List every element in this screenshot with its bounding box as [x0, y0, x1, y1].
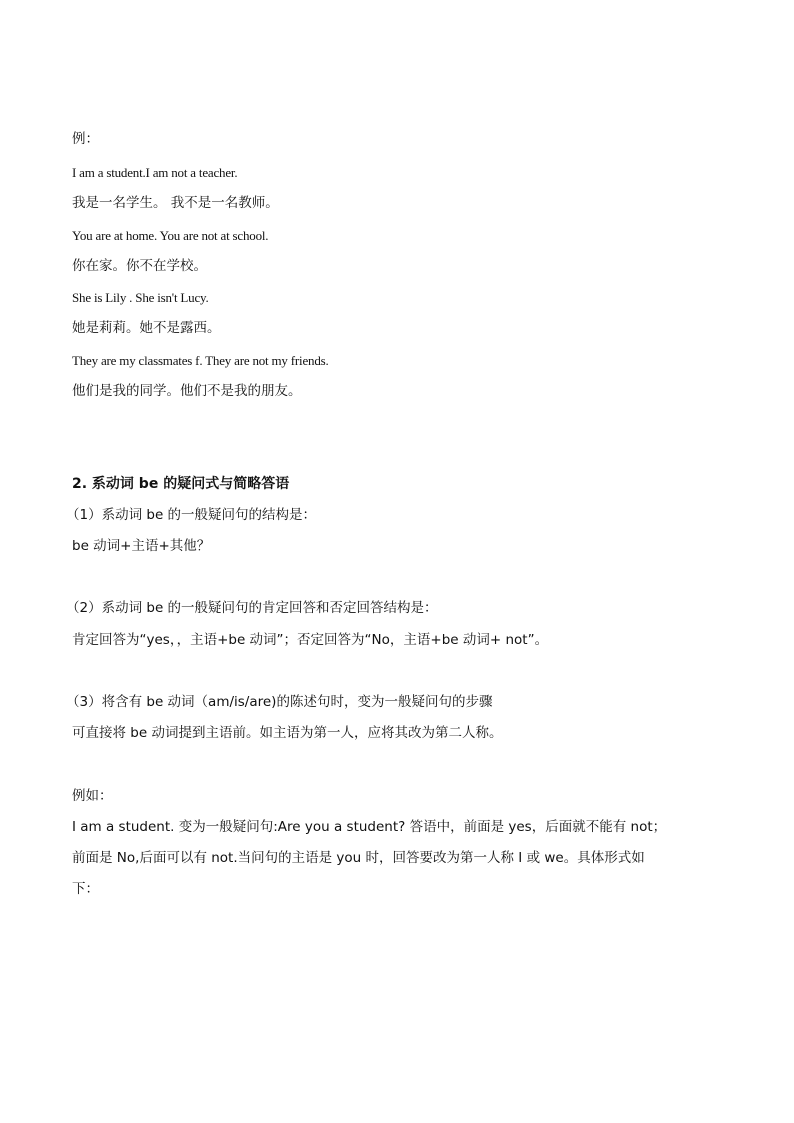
section-2-heading: 2. 系动词 be 的疑问式与简略答语	[72, 476, 290, 492]
example-3-cn: 她是莉莉。她不是露西。	[72, 320, 221, 336]
example-4-en: They are my classmates f. They are not my friends.	[72, 353, 329, 368]
section-2-example-line-3: 下：	[72, 881, 99, 897]
example-label: 例：	[72, 131, 99, 147]
section-2-p3-body: 可直接将 be 动词提到主语前。如主语为第一人，应将其改为第二人称。	[72, 725, 503, 741]
section-2-p3-title: （3）将含有 be 动词（am/is/are)的陈述句时，变为一般疑问句的步骤	[66, 694, 493, 710]
section-2-p1-title: （1）系动词 be 的一般疑问句的结构是：	[66, 507, 317, 523]
section-2-example-line-2: 前面是 No,后面可以有 not.当问句的主语是 you 时，回答要改为第一人称 I 或 we。具体形式如	[72, 850, 645, 866]
example-1-cn: 我是一名学生。 我不是一名教师。	[72, 195, 279, 211]
example-1-en: I am a student.I am not a teacher.	[72, 165, 238, 180]
section-2-p2-body: 肯定回答为“yes，，主语+be 动词”；否定回答为“No，主语+be 动词+ not”。	[72, 632, 549, 648]
section-2-example-line-1: I am a student. 变为一般疑问句:Are you a student? 答语中，前面是 yes，后面就不能有 not；	[72, 819, 667, 835]
section-2-p2-title: （2）系动词 be 的一般疑问句的肯定回答和否定回答结构是：	[66, 600, 438, 616]
section-2-example-label: 例如：	[72, 788, 113, 804]
section-2-p1-formula: be 动词+主语+其他？	[72, 538, 211, 554]
example-2-en: You are at home. You are not at school.	[72, 228, 269, 243]
example-3-en: She is Lily . She isn't Lucy.	[72, 290, 209, 305]
example-4-cn: 他们是我的同学。他们不是我的朋友。	[72, 383, 302, 399]
example-2-cn: 你在家。你不在学校。	[72, 258, 207, 274]
